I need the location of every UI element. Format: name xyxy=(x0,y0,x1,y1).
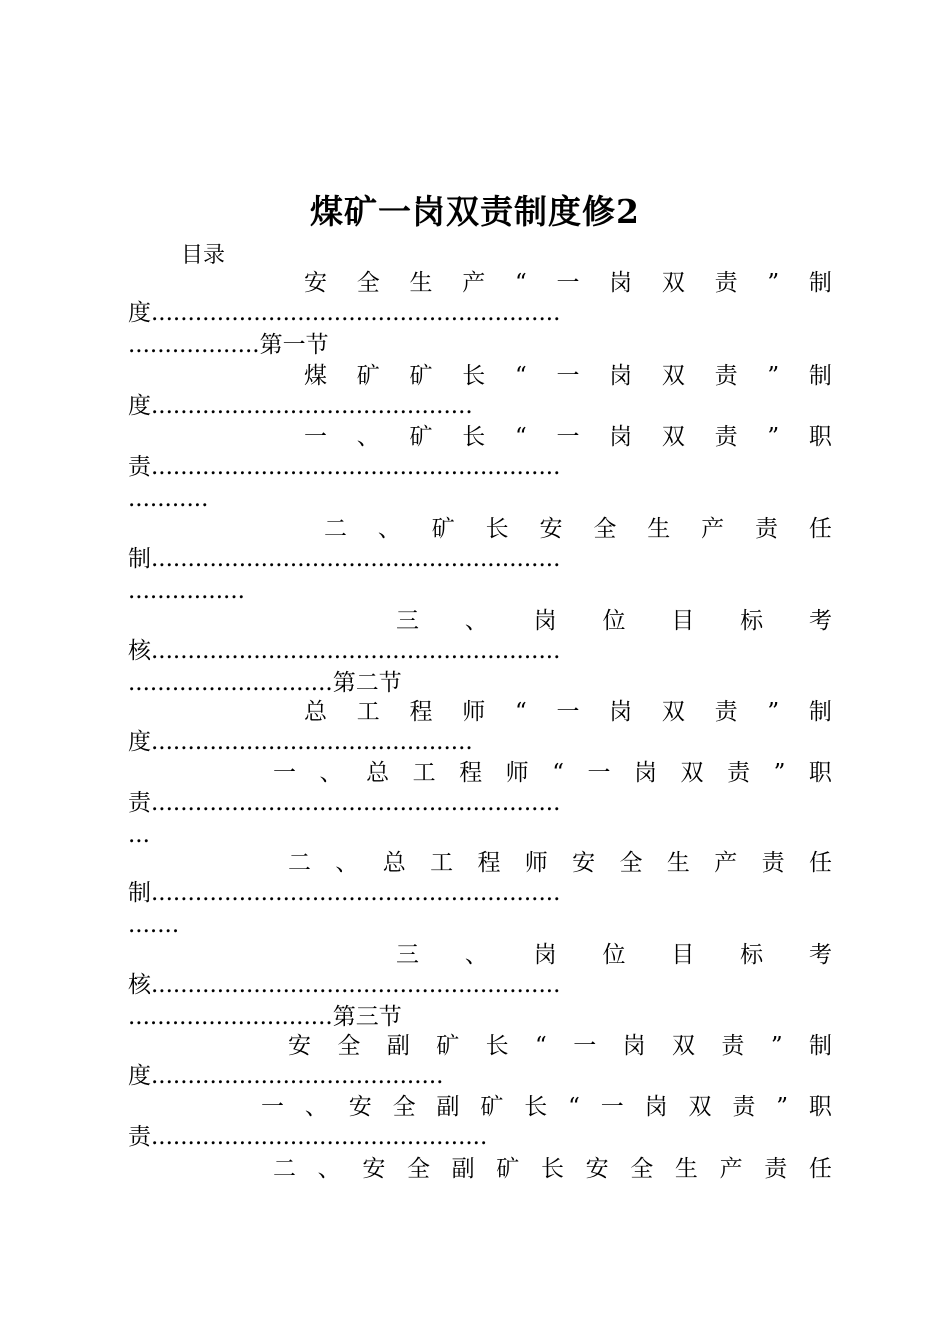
toc-char: 副 xyxy=(436,1094,460,1120)
toc-line xyxy=(273,758,832,788)
toc-char: 工 xyxy=(412,760,436,786)
toc-char: 、 xyxy=(317,1156,341,1182)
toc-char: 岗 xyxy=(634,760,658,786)
toc-char: 一 xyxy=(556,424,580,450)
toc-char: 三 xyxy=(396,942,419,968)
toc-char: 全 xyxy=(392,1094,416,1120)
toc-char: 岗 xyxy=(609,699,633,725)
toc-char: 任 xyxy=(808,1156,832,1182)
toc-char: 岗 xyxy=(533,608,557,634)
toc-char: “ xyxy=(568,1094,580,1120)
document-title: 煤矿一岗双责制度修2 xyxy=(310,192,640,231)
toc-char: 总 xyxy=(366,760,390,786)
toc-char: 任 xyxy=(808,516,832,542)
toc-char: 岗 xyxy=(609,270,633,296)
toc-char: 制 xyxy=(809,1033,832,1059)
toc-char: 长 xyxy=(485,1033,509,1059)
toc-char: 双 xyxy=(672,1033,696,1059)
toc-char: 位 xyxy=(602,608,626,634)
toc-char: 考 xyxy=(808,942,832,968)
toc-char: 责 xyxy=(727,760,751,786)
toc-char: 矿 xyxy=(409,424,433,450)
toc-char: 矿 xyxy=(436,1033,460,1059)
toc-char: 全 xyxy=(356,270,380,296)
toc-line: 责........................................................ xyxy=(128,790,561,816)
toc-char: 任 xyxy=(808,850,832,876)
toc-char: 职 xyxy=(808,424,832,450)
toc-char: 责 xyxy=(714,699,738,725)
toc-line xyxy=(304,422,832,452)
toc-char: 总 xyxy=(382,850,406,876)
toc-char: 一 xyxy=(556,363,580,389)
toc-char: 责 xyxy=(764,1156,788,1182)
toc-char: 标 xyxy=(740,608,764,634)
toc-char: 程 xyxy=(409,699,433,725)
toc-char: 安 xyxy=(539,516,563,542)
toc-line: ..................第一节 xyxy=(128,332,329,358)
toc-line xyxy=(396,606,832,636)
toc-char: 制 xyxy=(808,699,832,725)
toc-char: 长 xyxy=(524,1094,548,1120)
toc-char: 工 xyxy=(430,850,454,876)
toc-char: 总 xyxy=(304,699,327,725)
toc-char: 程 xyxy=(459,760,483,786)
toc-line xyxy=(261,1092,832,1122)
toc-char: 责 xyxy=(732,1094,756,1120)
toc-char: 岗 xyxy=(533,942,557,968)
toc-line: ... xyxy=(128,822,150,848)
toc-char: 长 xyxy=(540,1156,564,1182)
toc-line xyxy=(288,1031,832,1061)
toc-line xyxy=(304,697,832,727)
toc-char: 二 xyxy=(288,850,311,876)
toc-line: ................ xyxy=(128,578,245,604)
toc-line: 核........................................................ xyxy=(128,638,561,664)
toc-char: 双 xyxy=(680,760,704,786)
toc-char: 一 xyxy=(556,270,580,296)
toc-line xyxy=(288,848,832,878)
toc-char: 双 xyxy=(688,1094,712,1120)
toc-char: 、 xyxy=(304,1094,328,1120)
toc-char: “ xyxy=(514,424,527,450)
toc-char: 矿 xyxy=(356,363,380,389)
toc-char: ” xyxy=(767,363,780,389)
toc-char: 责 xyxy=(761,850,785,876)
toc-char: 、 xyxy=(464,942,488,968)
toc-char: 三 xyxy=(396,608,419,634)
toc-char: ” xyxy=(773,760,786,786)
toc-char: 师 xyxy=(505,760,529,786)
toc-char: 考 xyxy=(808,608,832,634)
toc-char: “ xyxy=(514,363,527,389)
toc-char: 全 xyxy=(619,850,643,876)
toc-char: 岗 xyxy=(622,1033,646,1059)
toc-line: ....... xyxy=(128,912,180,938)
toc-char: ” xyxy=(776,1094,789,1120)
toc-char: 副 xyxy=(451,1156,475,1182)
toc-line: 核........................................................ xyxy=(128,972,561,998)
toc-char: ” xyxy=(767,424,780,450)
toc-char: 生 xyxy=(647,516,671,542)
toc-line: 度........................................ xyxy=(128,1063,444,1089)
toc-char: 生 xyxy=(409,270,433,296)
toc-char: “ xyxy=(535,1033,547,1059)
toc-line: 制........................................................ xyxy=(128,880,561,906)
toc-char: 、 xyxy=(335,850,359,876)
toc-char: 双 xyxy=(661,699,685,725)
toc-char: 目 xyxy=(671,608,695,634)
toc-line: 制........................................................ xyxy=(128,546,561,572)
toc-char: 安 xyxy=(288,1033,311,1059)
toc-char: 岗 xyxy=(644,1094,668,1120)
toc-char: 产 xyxy=(701,516,725,542)
toc-char: 责 xyxy=(714,270,738,296)
toc-char: 煤 xyxy=(304,363,327,389)
toc-char: 工 xyxy=(356,699,380,725)
toc-char: 长 xyxy=(485,516,509,542)
toc-char: 全 xyxy=(593,516,617,542)
toc-char: 一 xyxy=(573,1033,597,1059)
toc-line: 度............................................ xyxy=(128,393,473,419)
toc-line: ........... xyxy=(128,486,209,512)
toc-line xyxy=(396,940,832,970)
toc-char: 标 xyxy=(740,942,764,968)
toc-char: 矿 xyxy=(496,1156,520,1182)
toc-char: 长 xyxy=(462,424,486,450)
toc-line: 责........................................................ xyxy=(128,454,561,480)
toc-char: 全 xyxy=(337,1033,361,1059)
toc-char: “ xyxy=(514,270,527,296)
toc-char: 责 xyxy=(721,1033,745,1059)
toc-char: “ xyxy=(514,699,527,725)
toc-char: 程 xyxy=(477,850,501,876)
toc-char: “ xyxy=(552,760,564,786)
toc-char: 安 xyxy=(585,1156,609,1182)
toc-char: 制 xyxy=(808,270,832,296)
toc-line: ............................第二节 xyxy=(128,670,402,696)
toc-char: 产 xyxy=(719,1156,743,1182)
toc-char: 一 xyxy=(261,1094,284,1120)
toc-char: 岗 xyxy=(609,363,633,389)
toc-char: 岗 xyxy=(609,424,633,450)
toc-char: ” xyxy=(767,699,780,725)
toc-line xyxy=(324,514,832,544)
toc-char: ” xyxy=(767,270,780,296)
toc-char: 生 xyxy=(666,850,690,876)
toc-char: 、 xyxy=(319,760,343,786)
toc-line xyxy=(304,268,832,298)
toc-char: 一 xyxy=(600,1094,624,1120)
toc-char: 二 xyxy=(324,516,347,542)
toc-char: 师 xyxy=(462,699,486,725)
toc-char: 师 xyxy=(524,850,548,876)
toc-line: 度............................................ xyxy=(128,729,473,755)
toc-char: 、 xyxy=(377,516,401,542)
toc-char: 全 xyxy=(406,1156,430,1182)
toc-line xyxy=(273,1154,832,1184)
toc-char: 安 xyxy=(304,270,327,296)
toc-char: 产 xyxy=(714,850,738,876)
toc-char: 双 xyxy=(661,424,685,450)
toc-char: 一 xyxy=(273,760,296,786)
toc-char: 安 xyxy=(348,1094,372,1120)
toc-char: 责 xyxy=(714,424,738,450)
toc-char: 副 xyxy=(386,1033,410,1059)
toc-char: 矿 xyxy=(409,363,433,389)
toc-char: 长 xyxy=(462,363,486,389)
toc-char: 安 xyxy=(362,1156,386,1182)
toc-line: 度........................................................ xyxy=(128,300,561,326)
toc-char: 全 xyxy=(630,1156,654,1182)
toc-line: 责.............................................. xyxy=(128,1124,488,1150)
toc-char: 矿 xyxy=(480,1094,504,1120)
toc-char: 责 xyxy=(755,516,778,542)
toc-char: 、 xyxy=(356,424,380,450)
toc-char: 、 xyxy=(464,608,488,634)
toc-char: 生 xyxy=(674,1156,698,1182)
toc-char: 二 xyxy=(273,1156,296,1182)
toc-char: 产 xyxy=(462,270,486,296)
toc-char: 位 xyxy=(602,942,626,968)
toc-char: 双 xyxy=(661,363,685,389)
toc-char: 制 xyxy=(808,363,832,389)
toc-char: 目 xyxy=(671,942,695,968)
toc-line xyxy=(304,361,832,391)
toc-char: 职 xyxy=(808,760,832,786)
toc-char: 双 xyxy=(661,270,685,296)
toc-char: 一 xyxy=(587,760,611,786)
toc-char: 矿 xyxy=(431,516,455,542)
toc-char: 安 xyxy=(572,850,596,876)
toc-line: ............................第三节 xyxy=(128,1004,402,1030)
toc-heading: 目录 xyxy=(181,243,226,268)
toc-char: 职 xyxy=(808,1094,832,1120)
toc-char: 一 xyxy=(556,699,580,725)
toc-char: 一 xyxy=(304,424,327,450)
toc-char: ” xyxy=(770,1033,783,1059)
toc-char: 责 xyxy=(714,363,738,389)
